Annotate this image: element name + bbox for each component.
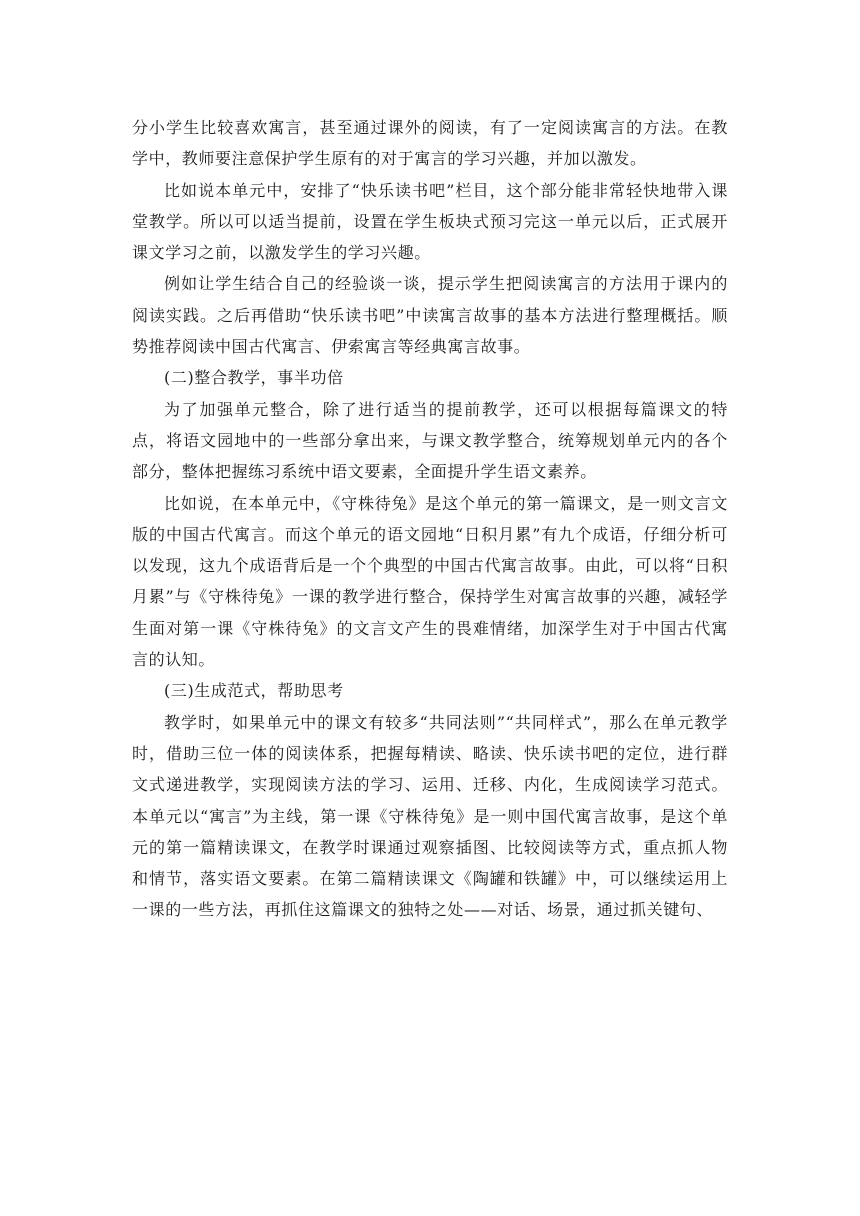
paragraph-continuation: 分小学生比较喜欢寓言，甚至通过课外的阅读，有了一定阅读寓言的方法。在教学中，教师要注意保护学生原有的对于寓言的学习兴趣，并加以激发。	[132, 118, 728, 169]
paragraph-integration: 为了加强单元整合，除了进行适当的提前教学，还可以根据每篇课文的特点，将语文园地中的一些部分拿出来，与课文教学整合，统筹规划单元内的各个部分，整体把握练习系统中语文要素，全面提升学生语文素养。	[132, 399, 728, 482]
paragraph-shouzhudaitu: 比如说，在本单元中，《守株待兔》是这个单元的第一篇课文，是一则文言文版的中国古代寓言。而这个单元的语文园地“日积月累”有九个成语，仔细分析可以发现，这九个成语背后是一个个典型的中国古代寓言故事。由此，可以将“日积月累”与《守株待兔》一课的教学进行整合，保持学生对寓言故事的兴趣，减轻学生面对第一课《守株待兔》的文言文产生的畏难情绪，加深学生对于中国古代寓言的认知。	[132, 493, 728, 670]
section-heading-paradigm: (三)生成范式，帮助思考	[164, 681, 344, 701]
section-heading-integration: (二)整合教学，事半功倍	[164, 368, 344, 388]
document-body	[132, 112, 728, 926]
paragraph-example: 例如让学生结合自己的经验谈一谈，提示学生把阅读寓言的方法用于课内的阅读实践。之后再借助“快乐读书吧”中读寓言故事的基本方法进行整理概括。顺势推荐阅读中国古代寓言、伊索寓言等经典寓言故事。	[132, 274, 728, 357]
paragraph-paradigm: 教学时，如果单元中的课文有较多“共同法则”“共同样式”，那么在单元教学时，借助三位一体的阅读体系，把握每精读、略读、快乐读书吧的定位，进行群文式递进教学，实现阅读方法的学习、运用、迁移、内化，生成阅读学习范式。本单元以“寓言”为主线，第一课《守株待兔》是一则中国代寓言故事，是这个单元的第一篇精读课文，在教学时课通过观察插图、比较阅读等方式，重点抓人物和情节，落实语文要素。在第二篇精读课文《陶罐和铁罐》中，可以继续运用上一课的一些方法，再抓住这篇课文的独特之处——对话、场景，通过抓关键句、	[132, 712, 728, 920]
paragraph-reading-bar: 比如说本单元中，安排了“快乐读书吧”栏目，这个部分能非常轻快地带入课堂教学。所以可以适当提前，设置在学生板块式预习完这一单元以后，正式展开课文学习之前，以激发学生的学习兴趣。	[132, 180, 728, 263]
